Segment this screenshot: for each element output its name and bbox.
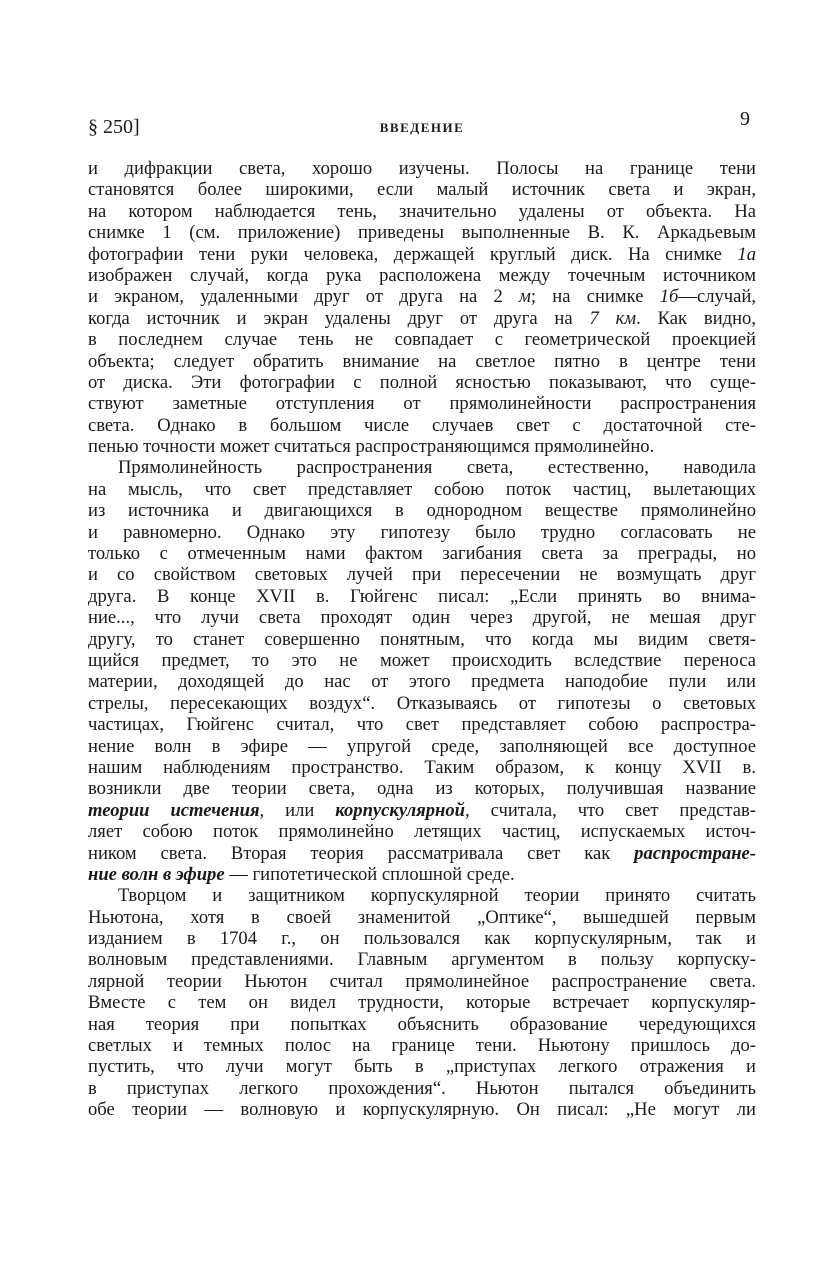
text-line: ние..., что лучи света проходят один через другой, не мешая друг bbox=[88, 607, 756, 629]
body-text bbox=[88, 158, 756, 1121]
text-line: Творцом и защитником корпускулярной теории принято считать bbox=[118, 885, 756, 907]
running-header bbox=[88, 108, 756, 142]
text-line: на мысль, что свет представляет собою поток частиц, вылетающих bbox=[88, 478, 756, 500]
text-line: волновым представлениями. Главным аргументом в пользу корпуску- bbox=[88, 949, 756, 971]
text-line: из источника и двигающихся в однородном веществе прямолинейно bbox=[88, 500, 756, 522]
text-line: пустить, что лучи могут быть в „приступах легкого отражения и bbox=[88, 1056, 756, 1078]
text-line: друга. В конце XVII в. Гюйгенс писал: „Если принять во внима- bbox=[88, 585, 756, 607]
text-line: щийся предмет, то это не может происходить вследствие переноса bbox=[88, 649, 756, 671]
running-title: ВВЕДЕНИЕ bbox=[379, 120, 465, 135]
text-line: лярной теории Ньютон считал прямолинейное распространение света. bbox=[88, 970, 756, 992]
text-line: пенью точности может считаться распространяющимся прямолинейно. bbox=[88, 436, 655, 458]
text-line: снимке 1 (см. приложение) приведены выполненные В. К. Аркадьевым bbox=[88, 222, 756, 244]
text-line: и равномерно. Однако эту гипотезу было трудно согласовать не bbox=[88, 521, 756, 543]
text-line: изданием в 1704 г., он пользовался как корпускулярным, так и bbox=[88, 928, 756, 950]
text-line: когда источник и экран удалены друг от друга на 7 км. Как видно, bbox=[88, 307, 756, 329]
text-line: и экраном, удаленными друг от друга на 2 м; на снимке 1б—случай, bbox=[88, 286, 756, 308]
text-line: в приступах легкого прохождения“. Ньютон пытался объединить bbox=[88, 1077, 756, 1099]
text-line: возникли две теории света, одна из которых, получившая название bbox=[88, 778, 756, 800]
text-line: ником света. Вторая теория рассматривала свет как распростране- bbox=[88, 842, 756, 864]
term-emphasis: ние волн в эфире bbox=[88, 863, 225, 885]
text-line: и дифракции света, хорошо изучены. Полосы на границе тени bbox=[88, 158, 756, 179]
term-emphasis: распростране- bbox=[634, 842, 756, 864]
text-line: света. Однако в большом числе случаев свет с достаточной сте- bbox=[88, 414, 756, 436]
page-number: 9 bbox=[740, 108, 750, 130]
text-line: ляет собою поток прямолинейно летящих частиц, испускаемых источ- bbox=[88, 821, 756, 843]
text-line: и со свойством световых лучей при пересечении не возмущать друг bbox=[88, 564, 756, 586]
figure-ref: 1а bbox=[737, 243, 756, 265]
text-line: ние волн в эфире — гипотетической сплошной среде. bbox=[88, 863, 515, 885]
text-line: ная теория при попытках объяснить образование чередующихся bbox=[88, 1013, 756, 1035]
section-marker: § 250] bbox=[88, 116, 140, 138]
text-line: в последнем случае тень не совпадает с геометрической проекцией bbox=[88, 329, 756, 351]
unit: 7 км bbox=[589, 307, 637, 329]
text-line: объекта; следует обратить внимание на светлое пятно в центре тени bbox=[88, 350, 756, 372]
book-page bbox=[88, 0, 756, 1270]
text-line: на котором наблюдается тень, значительно удалены от объекта. На bbox=[88, 200, 756, 222]
text-line: материи, доходящей до нас от этого предмета наподобие пули или bbox=[88, 671, 756, 693]
term-emphasis: корпускулярной bbox=[335, 799, 465, 821]
text-line: фотографии тени руки человека, держащей круглый диск. На снимке 1а bbox=[88, 243, 756, 265]
text-line: Ньютона, хотя в своей знаменитой „Оптике“, вышедшей первым bbox=[88, 906, 756, 928]
text-line: становятся более широкими, если малый источник света и экран, bbox=[88, 179, 756, 201]
text-line: от диска. Эти фотографии с полной ясностью показывают, что суще- bbox=[88, 371, 756, 393]
text-line: теории истечения, или корпускулярной, считала, что свет представ- bbox=[88, 799, 756, 821]
unit: м bbox=[519, 286, 531, 308]
text-line: светлых и темных полос на границе тени. Ньютону пришлось до- bbox=[88, 1035, 756, 1057]
text-line: ствуют заметные отступления от прямолинейности распространения bbox=[88, 393, 756, 415]
figure-ref: 1б bbox=[659, 286, 679, 308]
text-line: Вместе с тем он видел трудности, которые встречает корпускуляр- bbox=[88, 992, 756, 1014]
text-line: обе теории — волновую и корпускулярную. Он писал: „Не могут ли bbox=[88, 1099, 756, 1121]
text-line: нашим наблюдениям пространство. Таким образом, к концу XVII в. bbox=[88, 756, 756, 778]
text-line: частицах, Гюйгенс считал, что свет представляет собою распростра- bbox=[88, 714, 756, 736]
text-line: Прямолинейность распространения света, естественно, наводила bbox=[118, 457, 756, 479]
text-line: только с отмеченным нами фактом загибания света за преграды, но bbox=[88, 543, 756, 565]
text-line: другу, то станет совершенно понятным, что когда мы видим светя- bbox=[88, 628, 756, 650]
term-emphasis: теории истечения bbox=[88, 799, 260, 821]
text-line: изображен случай, когда рука расположена между точечным источником bbox=[88, 264, 756, 286]
text-line: стрелы, пересекающих воздух“. Отказываясь от гипотезы о световых bbox=[88, 692, 756, 714]
text-line: нение волн в эфире — упругой среде, заполняющей все доступное bbox=[88, 735, 756, 757]
